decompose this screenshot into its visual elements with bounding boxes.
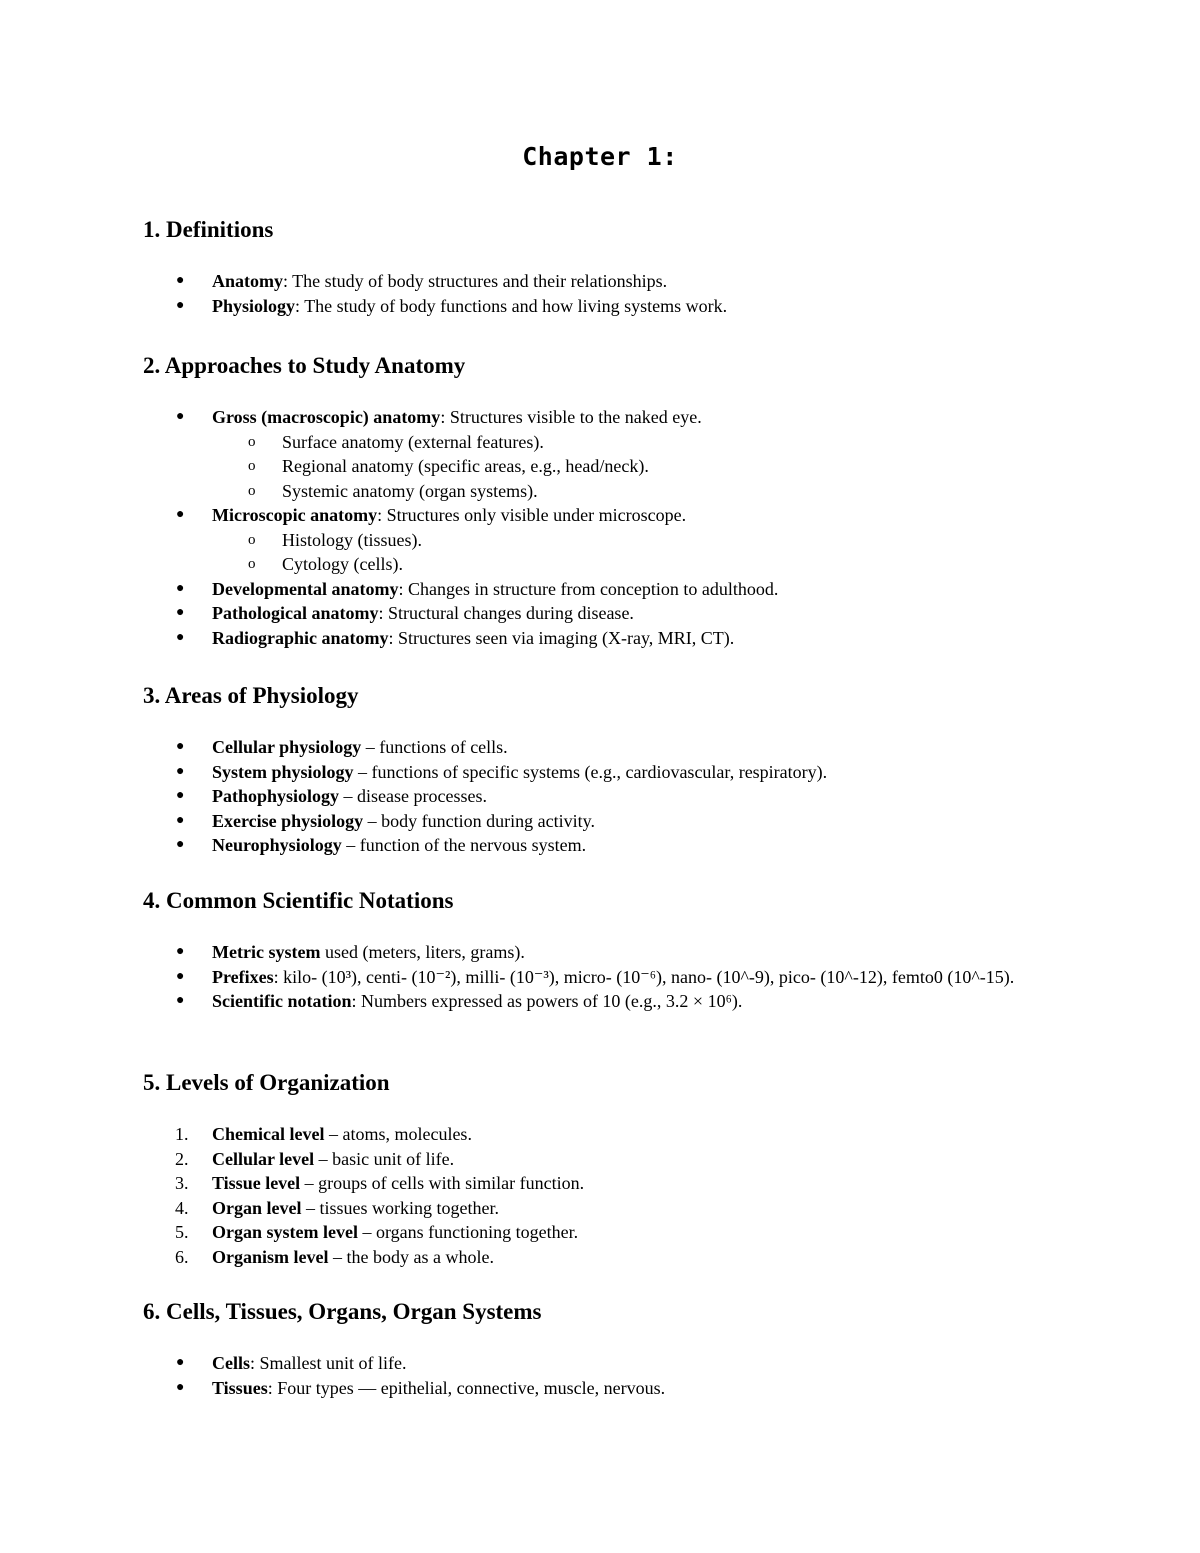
list-item xyxy=(143,940,1083,965)
circle-bullet-icon: o xyxy=(248,433,256,450)
list-item xyxy=(143,965,1083,990)
description: – disease processes. xyxy=(339,786,487,806)
circle-bullet-icon: o xyxy=(248,458,256,474)
sub-list-item xyxy=(212,454,1083,479)
description: : The study of body structures and their relationships. xyxy=(283,271,668,291)
bullet-icon: ● xyxy=(176,788,185,803)
bullet-icon: ● xyxy=(176,812,185,828)
term: Tissue level xyxy=(212,1173,301,1193)
description: – functions of specific systems (e.g., cardiovascular, respiratory). xyxy=(353,761,828,782)
description: : kilo- (10³), centi- (10⁻²), milli- (10⁻³), micro- (10⁻⁶), nano- (10^-9), pico- (10^-12), femto0 (10^-15). xyxy=(273,966,1015,987)
term: Cellular physiology xyxy=(212,737,362,757)
section-areas-physiology xyxy=(143,681,1083,858)
list-item xyxy=(143,833,1083,858)
sub-list-item xyxy=(212,552,1083,577)
bullet-list xyxy=(143,940,1083,1014)
list-item xyxy=(143,1122,1083,1147)
section-levels-organization xyxy=(143,1068,1083,1269)
bullet-icon: ● xyxy=(176,1355,185,1370)
term: Organ system level xyxy=(212,1222,358,1242)
list-item xyxy=(143,294,1083,319)
section-cells-tissues xyxy=(143,1297,1083,1400)
circle-bullet-icon: o xyxy=(248,556,256,572)
list-number: 3. xyxy=(175,1173,189,1193)
sub-item-text: Histology (tissues). xyxy=(282,529,423,550)
section-heading: 4. Common Scientific Notations xyxy=(143,888,454,913)
bullet-icon: ● xyxy=(176,944,185,959)
term: Gross (macroscopic) anatomy xyxy=(212,407,441,427)
list-item xyxy=(143,1171,1083,1196)
list-number: 6. xyxy=(175,1246,189,1267)
term: Cellular level xyxy=(212,1148,315,1169)
description: – tissues working together. xyxy=(301,1197,499,1218)
term: Metric system xyxy=(212,942,321,962)
list-number: 1. xyxy=(175,1124,189,1144)
description: : Structures seen via imaging (X-ray, MRI, CT). xyxy=(388,627,735,648)
list-item xyxy=(143,760,1083,785)
sub-item-text: Surface anatomy (external features). xyxy=(282,431,544,452)
list-item xyxy=(143,1220,1083,1245)
bullet-icon: ● xyxy=(176,605,185,620)
term: Anatomy xyxy=(212,271,283,291)
term: Organ level xyxy=(212,1197,302,1218)
term: Scientific notation xyxy=(212,991,352,1011)
list-item xyxy=(143,405,1083,503)
description: – organs functioning together. xyxy=(357,1222,579,1242)
list-item xyxy=(143,989,1083,1014)
description: – body function during activity. xyxy=(363,810,595,831)
term: Neurophysiology xyxy=(212,835,342,855)
list-item xyxy=(143,626,1083,651)
list-item xyxy=(143,735,1083,760)
term: Physiology xyxy=(212,295,296,316)
list-item xyxy=(143,784,1083,809)
list-item xyxy=(143,1196,1083,1221)
list-item xyxy=(143,577,1083,602)
section-heading: 3. Areas of Physiology xyxy=(143,683,359,708)
term: Chemical level xyxy=(212,1124,325,1144)
description: : Structures visible to the naked eye. xyxy=(440,407,702,427)
bullet-list xyxy=(143,405,1083,650)
sub-list-item xyxy=(212,479,1083,504)
bullet-icon: ● xyxy=(176,763,185,779)
bullet-icon: ● xyxy=(176,968,185,984)
bullet-icon: ● xyxy=(176,1379,185,1395)
term: Tissues xyxy=(212,1377,268,1398)
circle-bullet-icon: o xyxy=(248,531,256,548)
list-item xyxy=(143,1351,1083,1376)
description: : Structures only visible under microscope. xyxy=(377,505,687,525)
bullet-icon: ● xyxy=(176,993,185,1008)
section-definitions xyxy=(143,215,1083,318)
list-item xyxy=(143,1376,1083,1401)
bullet-icon: ● xyxy=(176,580,185,596)
section-heading: 1. Definitions xyxy=(143,217,274,242)
bullet-list xyxy=(143,1351,1083,1400)
bullet-icon: ● xyxy=(176,629,185,645)
term: Prefixes xyxy=(212,966,274,987)
sub-item-text: Cytology (cells). xyxy=(282,554,403,574)
description: : Numbers expressed as powers of 10 (e.g., 3.2 × 10⁶). xyxy=(351,991,743,1011)
description: – atoms, molecules. xyxy=(324,1124,472,1144)
description: used (meters, liters, grams). xyxy=(320,942,525,962)
list-item xyxy=(143,1147,1083,1172)
bullet-icon: ● xyxy=(176,297,185,313)
list-item xyxy=(143,269,1083,294)
list-number: 4. xyxy=(175,1197,189,1218)
list-number: 5. xyxy=(175,1222,189,1242)
term: Exercise physiology xyxy=(212,810,364,831)
description: – functions of cells. xyxy=(361,737,508,757)
section-scientific-notations xyxy=(143,886,1083,1014)
description: – the body as a whole. xyxy=(328,1246,494,1267)
term: Pathophysiology xyxy=(212,786,340,806)
bullet-list xyxy=(143,735,1083,858)
term: System physiology xyxy=(212,761,354,782)
description: : Structural changes during disease. xyxy=(378,603,634,623)
description: : The study of body functions and how living systems work. xyxy=(295,295,728,316)
numbered-list xyxy=(143,1122,1083,1269)
term: Microscopic anatomy xyxy=(212,505,378,525)
bullet-icon: ● xyxy=(176,739,185,754)
term: Radiographic anatomy xyxy=(212,627,389,648)
list-item xyxy=(143,809,1083,834)
term: Pathological anatomy xyxy=(212,603,379,623)
description: : Changes in structure from conception to adulthood. xyxy=(398,578,779,599)
description: – function of the nervous system. xyxy=(341,835,587,855)
section-heading: 5. Levels of Organization xyxy=(143,1070,390,1095)
sub-list-item xyxy=(212,430,1083,455)
section-heading: 2. Approaches to Study Anatomy xyxy=(143,353,466,378)
description: : Smallest unit of life. xyxy=(250,1353,407,1373)
bullet-icon: ● xyxy=(176,507,185,522)
sub-list xyxy=(212,528,1083,577)
section-approaches xyxy=(143,351,1083,650)
term: Organism level xyxy=(212,1246,329,1267)
bullet-icon: ● xyxy=(176,273,185,288)
description: – groups of cells with similar function. xyxy=(300,1173,585,1193)
list-item xyxy=(143,601,1083,626)
bullet-icon: ● xyxy=(176,837,185,852)
sub-item-text: Systemic anatomy (organ systems). xyxy=(282,480,538,501)
page-title: Chapter 1: xyxy=(522,142,678,171)
description: : Four types — epithelial, connective, muscle, nervous. xyxy=(267,1377,666,1398)
term: Developmental anatomy xyxy=(212,578,399,599)
section-heading: 6. Cells, Tissues, Organs, Organ Systems xyxy=(143,1299,542,1324)
bullet-icon: ● xyxy=(176,409,185,424)
sub-list-item xyxy=(212,528,1083,553)
sub-list xyxy=(212,430,1083,504)
description: – basic unit of life. xyxy=(314,1148,455,1169)
list-number: 2. xyxy=(175,1148,189,1169)
term: Cells xyxy=(212,1353,250,1373)
bullet-list xyxy=(143,269,1083,318)
circle-bullet-icon: o xyxy=(248,482,256,499)
sub-item-text: Regional anatomy (specific areas, e.g., head/neck). xyxy=(282,456,649,476)
list-item xyxy=(143,503,1083,577)
list-item xyxy=(143,1245,1083,1270)
